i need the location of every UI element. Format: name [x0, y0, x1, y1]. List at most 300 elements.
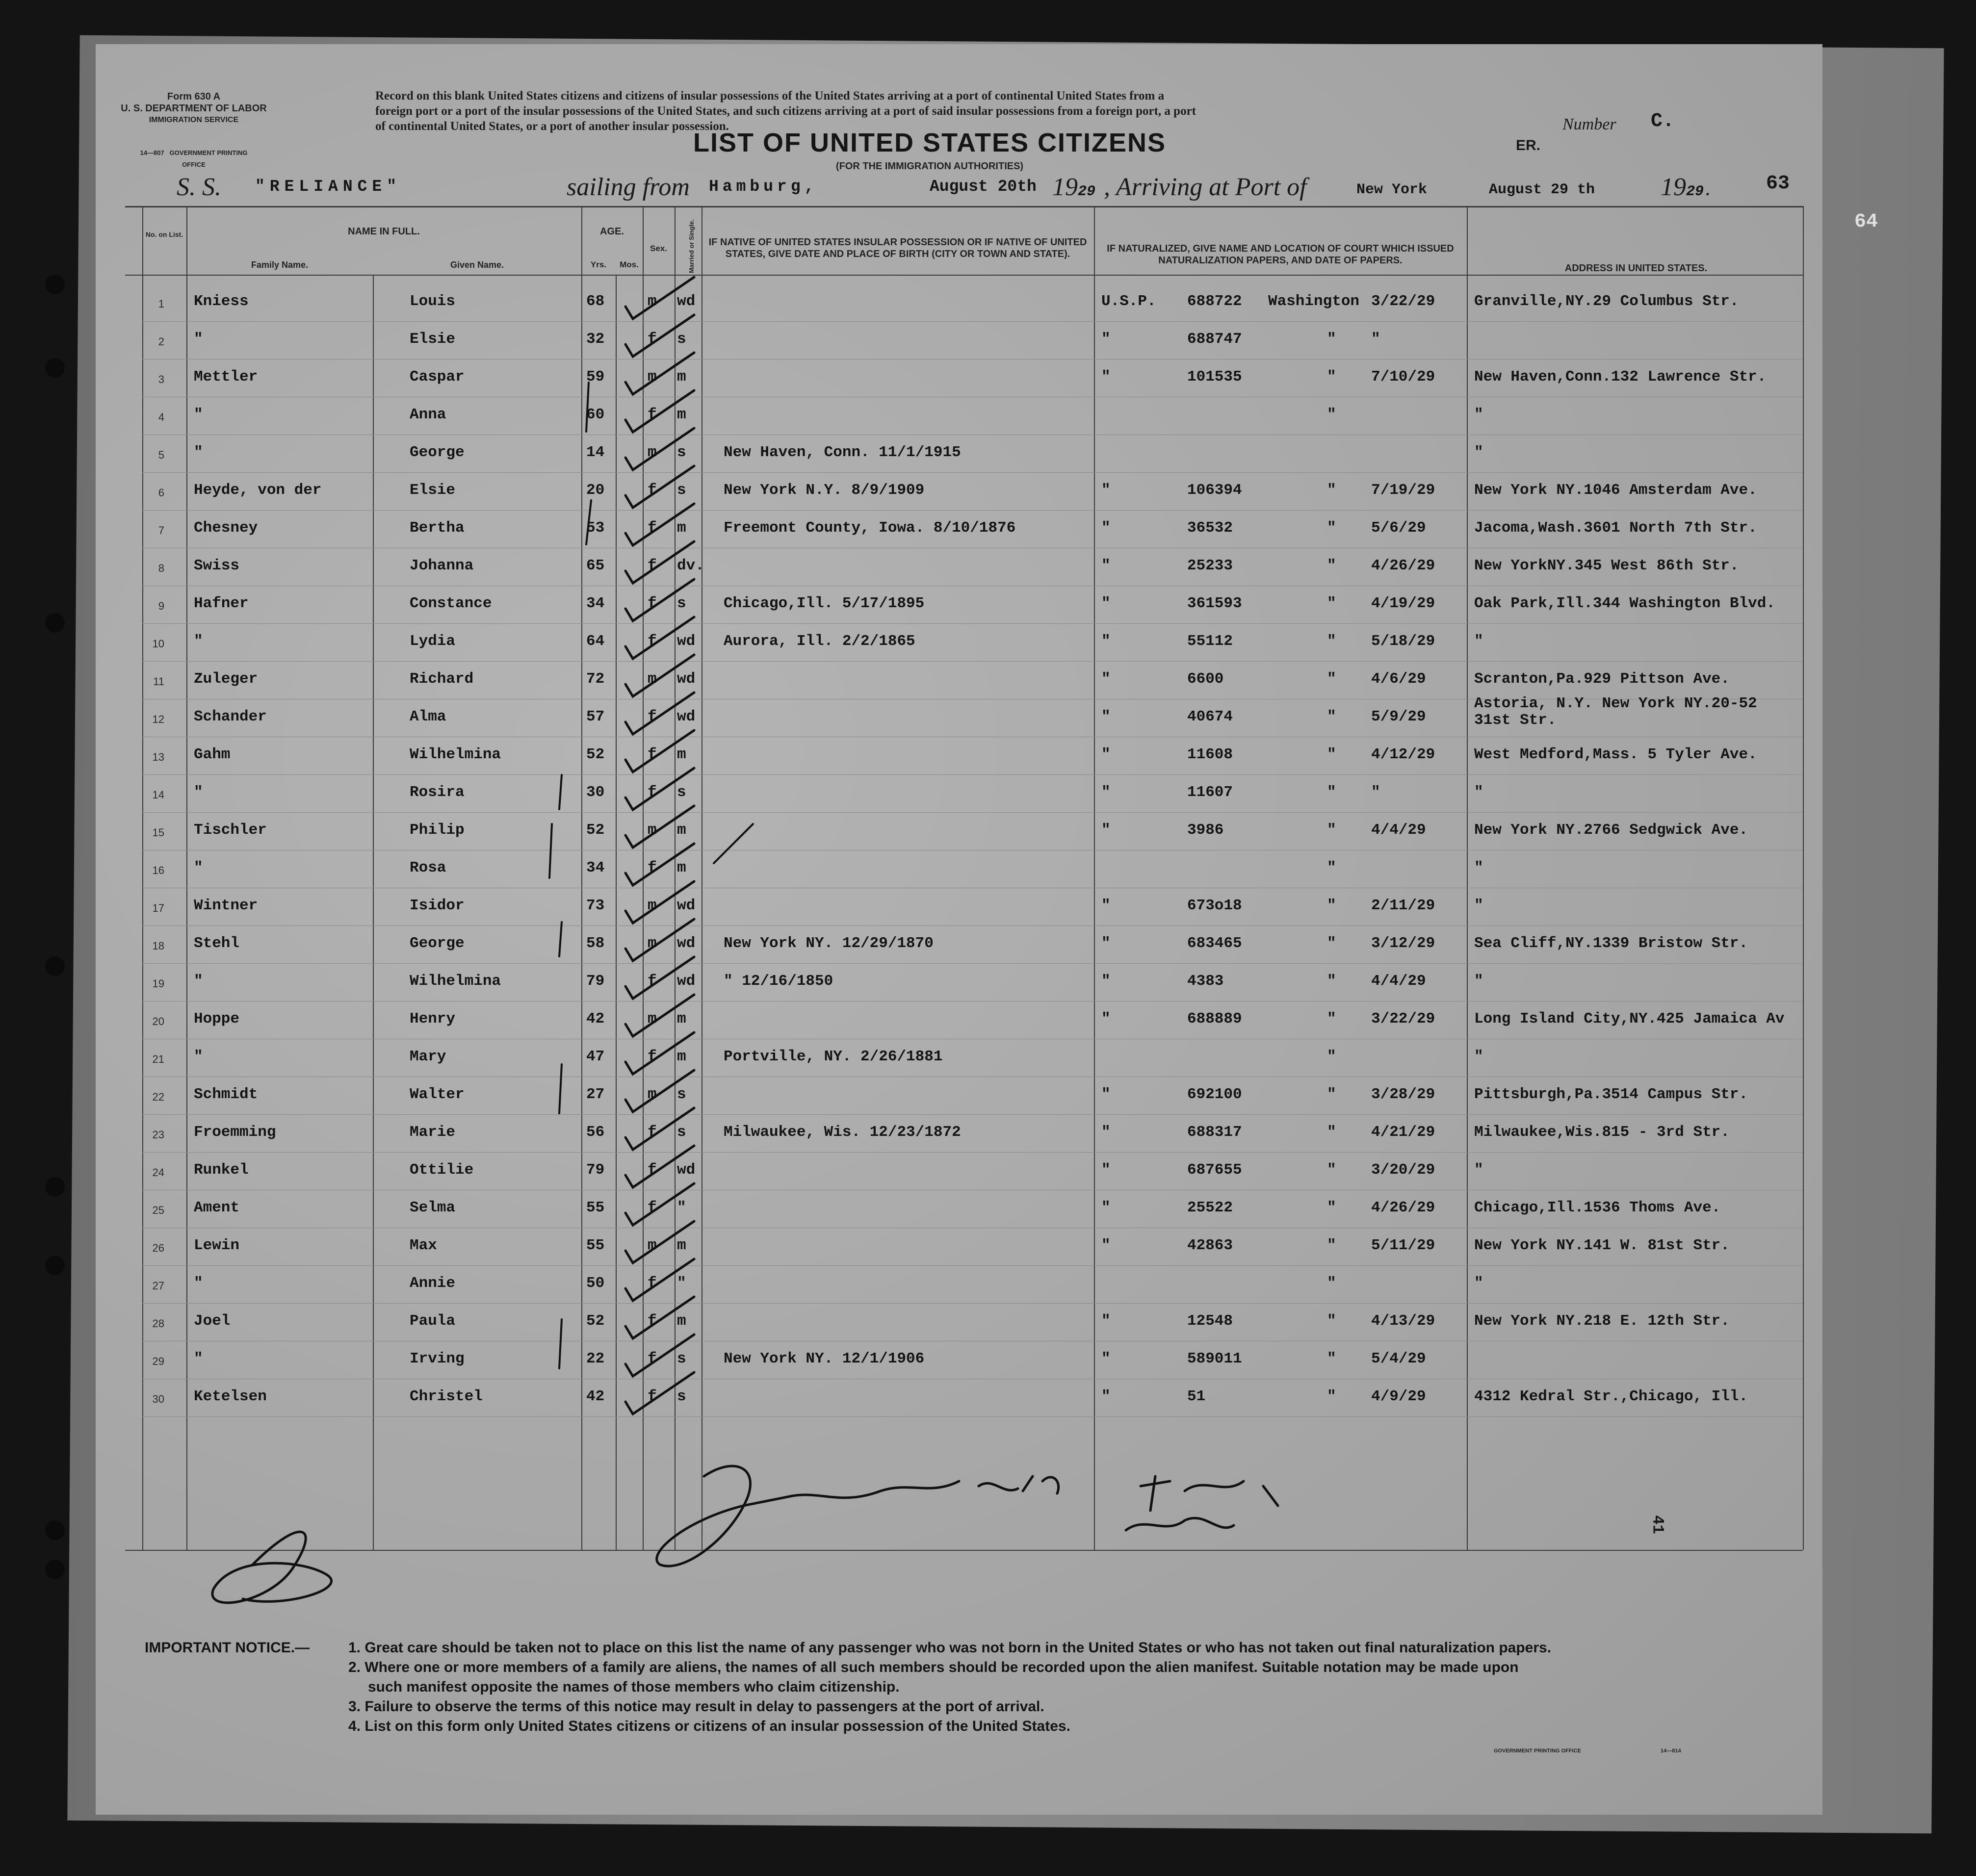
cell-court: " — [1101, 1086, 1111, 1103]
cell-paper: 688889 — [1187, 1010, 1242, 1028]
binder-hole — [45, 1560, 65, 1579]
cell-birth: New York NY. 12/29/1870 — [724, 935, 934, 952]
cell-date: 3/12/29 — [1371, 935, 1435, 952]
cell-given: Constance — [410, 595, 492, 612]
cell-place: " — [1327, 708, 1336, 725]
handwriting-overlay — [96, 44, 1822, 1815]
cell-birth: Portville, NY. 2/26/1881 — [724, 1048, 943, 1065]
cell-place: " — [1327, 859, 1336, 876]
cell-date: 5/9/29 — [1371, 708, 1426, 725]
cell-sex: m — [648, 822, 657, 839]
cell-place: " — [1327, 1312, 1336, 1330]
cell-given: George — [410, 935, 465, 952]
cell-family: " — [194, 444, 203, 461]
row-number: 9 — [158, 600, 164, 612]
cell-place: " — [1327, 595, 1336, 612]
row-number: 17 — [152, 902, 164, 914]
page-number: 63 — [1766, 173, 1790, 195]
cell-ms: s — [677, 1124, 686, 1141]
notice-item-3: 3. Failure to observe the terms of this notice may result in delay to passengers at the port of arrival. — [348, 1698, 1044, 1715]
cell-place: " — [1327, 519, 1336, 537]
cell-given: Elsie — [410, 331, 456, 348]
cell-sex: f — [648, 784, 657, 801]
cell-age: 57 — [586, 708, 605, 725]
cell-address: New YorkNY.345 West 86th Str. — [1474, 557, 1739, 574]
cell-sex: f — [648, 1124, 657, 1141]
page-number-right: 64 — [1854, 211, 1878, 233]
cell-place: " — [1327, 670, 1336, 688]
cell-paper: 11608 — [1187, 746, 1233, 763]
cell-ms: m — [677, 746, 686, 763]
cell-paper: 42863 — [1187, 1237, 1233, 1254]
cell-family: Stehl — [194, 935, 240, 952]
cell-court: " — [1101, 746, 1111, 763]
page-title: LIST OF UNITED STATES CITIZENS — [693, 128, 1166, 157]
cell-court: " — [1101, 1161, 1111, 1179]
cell-age: 34 — [586, 595, 605, 612]
cell-family: " — [194, 633, 203, 650]
cell-sex: f — [648, 482, 657, 499]
cell-address: New York NY.141 W. 81st Str. — [1474, 1237, 1730, 1254]
cell-date: " — [1371, 784, 1380, 801]
cell-family: Zuleger — [194, 670, 258, 688]
cell-family: " — [194, 1275, 203, 1292]
cell-paper: 683465 — [1187, 935, 1242, 952]
cell-ms: m — [677, 1010, 686, 1028]
name-in-full-header: NAME IN FULL. — [348, 226, 420, 237]
cell-family: Joel — [194, 1312, 231, 1330]
cell-court: " — [1101, 595, 1111, 612]
cell-date: 5/18/29 — [1371, 633, 1435, 650]
binder-hole — [45, 275, 65, 294]
cell-given: Rosa — [410, 859, 446, 876]
footer-office: GOVERNMENT PRINTING OFFICE — [1494, 1748, 1581, 1754]
cell-ms: " — [677, 1275, 686, 1292]
cell-date: " — [1371, 331, 1380, 348]
cell-address: 4312 Kedral Str.,Chicago, Ill. — [1474, 1388, 1748, 1405]
cell-given: Elsie — [410, 482, 456, 499]
cell-ms: m — [677, 859, 686, 876]
cell-given: Philip — [410, 822, 465, 839]
cell-place: " — [1327, 1086, 1336, 1103]
cell-place: " — [1327, 1237, 1336, 1254]
margin-note: 41 — [1648, 1515, 1667, 1534]
notice-item-1: 1. Great care should be taken not to place on this list the name of any passenger who was not born in the United States or who has not taken out final naturalization papers. — [348, 1640, 1552, 1656]
cell-ms: wd — [677, 1161, 696, 1179]
cell-sex: f — [648, 973, 657, 990]
row-number: 13 — [152, 751, 164, 763]
cell-age: 65 — [586, 557, 605, 574]
notice-item-2-continued: such manifest opposite the names of those members who claim citizenship. — [368, 1679, 900, 1695]
cell-court: " — [1101, 822, 1111, 839]
cell-birth: New York N.Y. 8/9/1909 — [724, 482, 925, 499]
row-number: 11 — [153, 675, 164, 688]
cell-address: New York NY.2766 Sedgwick Ave. — [1474, 822, 1748, 839]
cell-sex: f — [648, 557, 657, 574]
cell-address: " — [1474, 444, 1483, 461]
cell-paper: 106394 — [1187, 482, 1242, 499]
cell-given: Isidor — [410, 897, 465, 914]
cell-family: Hafner — [194, 595, 249, 612]
check-mark — [625, 428, 694, 470]
cell-paper: 11607 — [1187, 784, 1233, 801]
cell-ms: wd — [677, 935, 696, 952]
arrival-port: New York — [1356, 181, 1428, 198]
cell-ms: wd — [677, 973, 696, 990]
cell-paper: 12548 — [1187, 1312, 1233, 1330]
cell-paper: 688747 — [1187, 331, 1242, 348]
cell-date: 4/6/29 — [1371, 670, 1426, 688]
check-mark — [625, 693, 694, 734]
check-mark — [625, 844, 694, 885]
cell-age: 72 — [586, 670, 605, 688]
cell-sex: f — [648, 1312, 657, 1330]
cell-birth: New Haven, Conn. 11/1/1915 — [724, 444, 961, 461]
cell-sex: m — [648, 1010, 657, 1028]
cell-given: Richard — [410, 670, 474, 688]
cell-sex: m — [648, 368, 657, 385]
cell-age: 60 — [586, 406, 605, 423]
cell-ms: s — [677, 444, 686, 461]
cell-age: 34 — [586, 859, 605, 876]
cell-place: " — [1327, 1161, 1336, 1179]
cell-ms: m — [677, 406, 686, 423]
er-label: ER. — [1516, 137, 1541, 154]
cell-age: 42 — [586, 1010, 605, 1028]
cell-place: " — [1327, 1124, 1336, 1141]
cell-given: Johanna — [410, 557, 474, 574]
cell-sex: m — [648, 444, 657, 461]
cell-paper: 688317 — [1187, 1124, 1242, 1141]
cell-given: Marie — [410, 1124, 456, 1141]
cell-ms: s — [677, 784, 686, 801]
check-mark — [625, 1372, 694, 1414]
row-number: 18 — [152, 940, 164, 952]
cell-paper: 673o18 — [1187, 897, 1242, 914]
margin-bracket-marks — [549, 775, 562, 1368]
page-subtitle: (FOR THE IMMIGRATION AUTHORITIES) — [835, 161, 1024, 172]
cell-address: West Medford,Mass. 5 Tyler Ave. — [1474, 746, 1757, 763]
row-number: 6 — [158, 487, 164, 499]
row-number: 3 — [158, 373, 164, 385]
family-name-header: Family Name. — [251, 260, 309, 270]
check-mark — [625, 1108, 694, 1150]
cell-date: 4/21/29 — [1371, 1124, 1435, 1141]
cell-given: Alma — [410, 708, 446, 725]
notice-item-2: 2. Where one or more members of a family are aliens, the names of all such members should be recorded upon the alien manifest. Suitable notation may be made upon — [348, 1659, 1519, 1675]
cell-place: " — [1327, 973, 1336, 990]
check-mark — [625, 617, 694, 659]
check-mark — [625, 1335, 694, 1376]
cell-paper: 361593 — [1187, 595, 1242, 612]
cell-family: Froemming — [194, 1124, 276, 1141]
cell-birth: Freemont County, Iowa. 8/10/1876 — [724, 519, 1016, 537]
cell-age: 20 — [586, 482, 605, 499]
cell-ms: dv. — [677, 557, 704, 574]
sailing-from-label: sailing from — [567, 173, 690, 201]
departure-year: 1929 — [1052, 173, 1096, 201]
check-mark — [625, 1070, 694, 1112]
cell-given: Selma — [410, 1199, 456, 1216]
cell-court: " — [1101, 1010, 1111, 1028]
cell-age: 42 — [586, 1388, 605, 1405]
cell-given: Henry — [410, 1010, 456, 1028]
check-mark — [625, 353, 694, 394]
address-header: ADDRESS IN UNITED STATES. — [1564, 263, 1708, 274]
cell-ms: s — [677, 1350, 686, 1367]
cell-paper: 55112 — [1187, 633, 1233, 650]
cell-place: " — [1327, 482, 1336, 499]
cell-court: " — [1101, 1199, 1111, 1216]
cell-date: 3/20/29 — [1371, 1161, 1435, 1179]
cell-age: 53 — [586, 519, 605, 537]
cell-address: Milwaukee,Wis.815 - 3rd Str. — [1474, 1124, 1730, 1141]
cell-sex: m — [648, 293, 657, 310]
cell-family: Tischler — [194, 822, 267, 839]
cell-paper: 692100 — [1187, 1086, 1242, 1103]
check-mark — [625, 315, 694, 357]
check-mark — [625, 1221, 694, 1263]
departure-date: August 20th — [930, 178, 1037, 196]
check-mark — [625, 919, 694, 961]
cell-date: 3/22/29 — [1371, 293, 1435, 310]
check-mark — [625, 1259, 694, 1301]
cell-given: Caspar — [410, 368, 465, 385]
cell-family: Gahm — [194, 746, 231, 763]
cell-birth: " 12/16/1850 — [724, 973, 833, 990]
cell-sex: m — [648, 1237, 657, 1254]
cell-sex: f — [648, 1161, 657, 1179]
cell-paper: 4383 — [1187, 973, 1224, 990]
cell-family: Chesney — [194, 519, 258, 537]
row-number: 14 — [152, 789, 164, 801]
cell-sex: f — [648, 859, 657, 876]
cell-date: 4/26/29 — [1371, 557, 1435, 574]
cell-court: " — [1101, 368, 1111, 385]
department-label: U. S. DEPARTMENT OF LABOR — [121, 103, 267, 114]
binder-hole — [45, 358, 65, 378]
cell-paper: 51 — [1187, 1388, 1206, 1405]
cell-age: 32 — [586, 331, 605, 348]
cell-sex: f — [648, 1388, 657, 1405]
cell-court: " — [1101, 519, 1111, 537]
cell-date: 4/12/29 — [1371, 746, 1435, 763]
cell-date: 5/6/29 — [1371, 519, 1426, 537]
number-value: C. — [1651, 110, 1675, 132]
cell-date: 7/10/29 — [1371, 368, 1435, 385]
cell-family: Lewin — [194, 1237, 240, 1254]
margin-bracket-marks — [586, 383, 591, 544]
binder-hole — [45, 1520, 65, 1540]
cell-place: " — [1327, 1388, 1336, 1405]
months-header: Mos. — [620, 260, 639, 269]
check-mark — [625, 957, 694, 999]
row-number: 15 — [152, 826, 164, 839]
cell-age: 79 — [586, 1161, 605, 1179]
row-number: 23 — [152, 1129, 164, 1141]
cell-family: Wintner — [194, 897, 258, 914]
cell-paper: 36532 — [1187, 519, 1233, 537]
cell-sex: f — [648, 1275, 657, 1292]
cell-date: 7/19/29 — [1371, 482, 1435, 499]
cell-paper: 687655 — [1187, 1161, 1242, 1179]
cell-ms: s — [677, 1388, 686, 1405]
cell-age: 27 — [586, 1086, 605, 1103]
row-number: 7 — [158, 524, 164, 537]
cell-date: 3/22/29 — [1371, 1010, 1435, 1028]
no-on-list-header: No. on List. — [145, 231, 183, 238]
cell-paper: 688722 — [1187, 293, 1242, 310]
cell-address: " — [1474, 406, 1483, 423]
cell-address: Astoria, N.Y. New York NY.20-52 31st Str. — [1474, 695, 1757, 729]
row-number: 12 — [152, 713, 164, 725]
cell-birth: Aurora, Ill. 2/2/1865 — [724, 633, 915, 650]
cell-given: Louis — [410, 293, 456, 310]
cell-place: " — [1327, 1199, 1336, 1216]
cell-place: " — [1327, 633, 1336, 650]
cell-age: 58 — [586, 935, 605, 952]
cell-paper: 589011 — [1187, 1350, 1242, 1367]
number-label: Number — [1562, 115, 1616, 133]
cell-court: " — [1101, 557, 1111, 574]
cell-date: 4/13/29 — [1371, 1312, 1435, 1330]
cell-family: " — [194, 973, 203, 990]
cell-sex: f — [648, 406, 657, 423]
binder-hole — [45, 1256, 65, 1275]
notice-heading: IMPORTANT NOTICE.— — [145, 1640, 310, 1656]
cell-given: Annie — [410, 1275, 456, 1292]
cell-date: 4/26/29 — [1371, 1199, 1435, 1216]
cell-court: " — [1101, 973, 1111, 990]
row-number: 25 — [152, 1204, 164, 1216]
cell-given: Mary — [410, 1048, 446, 1065]
cell-age: 22 — [586, 1350, 605, 1367]
cell-address: Long Island City,NY.425 Jamaica Av — [1474, 1010, 1785, 1028]
cell-address: Granville,NY.29 Columbus Str. — [1474, 293, 1739, 310]
cell-date: 5/11/29 — [1371, 1237, 1435, 1254]
cell-place: " — [1327, 1048, 1336, 1065]
form-number: Form 630 A — [167, 91, 221, 102]
cell-ms: wd — [677, 633, 696, 650]
age-header: AGE. — [600, 226, 624, 237]
cell-age: 52 — [586, 822, 605, 839]
cell-age: 73 — [586, 897, 605, 914]
cell-family: " — [194, 331, 203, 348]
cell-ms: s — [677, 331, 686, 348]
print-code: 14—807 GOVERNMENT PRINTING OFFICE — [140, 149, 248, 168]
cell-age: 55 — [586, 1237, 605, 1254]
cell-court: " — [1101, 708, 1111, 725]
cell-family: " — [194, 1048, 203, 1065]
cell-birth: New York NY. 12/1/1906 — [724, 1350, 925, 1367]
cell-address: " — [1474, 897, 1483, 914]
cell-family: " — [194, 406, 203, 423]
cell-family: " — [194, 1350, 203, 1367]
cell-paper: 6600 — [1187, 670, 1224, 688]
check-mark — [625, 1146, 694, 1187]
departure-port: Hamburg, — [709, 178, 818, 196]
binder-hole — [45, 1177, 65, 1197]
cell-court: " — [1101, 670, 1111, 688]
cell-age: 59 — [586, 368, 605, 385]
cell-ms: " — [677, 1199, 686, 1216]
cell-address: " — [1474, 1161, 1483, 1179]
handwritten-flourish — [212, 1532, 332, 1602]
cell-family: Ketelsen — [194, 1388, 267, 1405]
cell-place: Washington — [1268, 293, 1360, 310]
cell-given: Lydia — [410, 633, 456, 650]
cell-court: " — [1101, 1388, 1111, 1405]
cell-place: " — [1327, 822, 1336, 839]
cell-court: " — [1101, 1237, 1111, 1254]
row-number: 2 — [158, 335, 164, 348]
cell-ms: wd — [677, 708, 696, 725]
cell-address: New York NY.218 E. 12th Str. — [1474, 1312, 1730, 1330]
cell-court: " — [1101, 1350, 1111, 1367]
cell-place: " — [1327, 935, 1336, 952]
row-number: 21 — [152, 1053, 164, 1065]
years-header: Yrs. — [590, 260, 607, 269]
cell-sex: f — [648, 708, 657, 725]
arrival-year: 1929. — [1661, 173, 1713, 201]
check-mark — [625, 806, 694, 848]
cell-ms: s — [677, 482, 686, 499]
cell-given: Rosira — [410, 784, 465, 801]
row-number: 20 — [152, 1015, 164, 1028]
check-mark — [625, 655, 694, 696]
cell-ms: wd — [677, 293, 696, 310]
cell-family: Schander — [194, 708, 267, 725]
cell-sex: m — [648, 670, 657, 688]
cell-age: 68 — [586, 293, 605, 310]
handwritten-signature-scribble — [657, 1466, 959, 1566]
cell-sex: f — [648, 519, 657, 537]
cell-court: " — [1101, 633, 1111, 650]
cell-paper: 3986 — [1187, 822, 1224, 839]
cell-given: George — [410, 444, 465, 461]
cell-sex: f — [648, 1048, 657, 1065]
cell-address: " — [1474, 1048, 1483, 1065]
cell-age: 47 — [586, 1048, 605, 1065]
cell-family: " — [194, 859, 203, 876]
cell-given: Ottilie — [410, 1161, 474, 1179]
cell-sex: f — [648, 746, 657, 763]
check-mark — [625, 1183, 694, 1225]
row-number: 29 — [152, 1355, 164, 1367]
cell-age: 79 — [586, 973, 605, 990]
cell-sex: f — [648, 633, 657, 650]
check-mark — [625, 730, 694, 772]
cell-given: Wilhelmina — [410, 973, 501, 990]
cell-ms: m — [677, 519, 686, 537]
cell-court: " — [1101, 1312, 1111, 1330]
row-number: 28 — [152, 1317, 164, 1330]
naturalization-header: IF NATURALIZED, GIVE NAME AND LOCATION OF COURT WHICH ISSUED NATURALIZATION PAPERS, AND DATE OF PAPERS. — [1107, 243, 1454, 266]
cell-age: 50 — [586, 1275, 605, 1292]
cell-age: 30 — [586, 784, 605, 801]
cell-sex: f — [648, 595, 657, 612]
native-birth-header: IF NATIVE OF UNITED STATES INSULAR POSSESSION OR IF NATIVE OF UNITED STATES, GIVE DATE AND PLACE OF BIRTH (CITY OR TOWN AND STATE). — [708, 237, 1087, 259]
cell-ms: wd — [677, 670, 696, 688]
cell-given: Christel — [410, 1388, 483, 1405]
cell-given: Max — [410, 1237, 437, 1254]
check-mark — [625, 579, 694, 621]
check-mark — [625, 995, 694, 1036]
cell-court: " — [1101, 1124, 1111, 1141]
cell-paper: 25522 — [1187, 1199, 1233, 1216]
check-mark — [625, 768, 694, 810]
arriving-label: , Arriving at Port of — [1104, 173, 1307, 201]
